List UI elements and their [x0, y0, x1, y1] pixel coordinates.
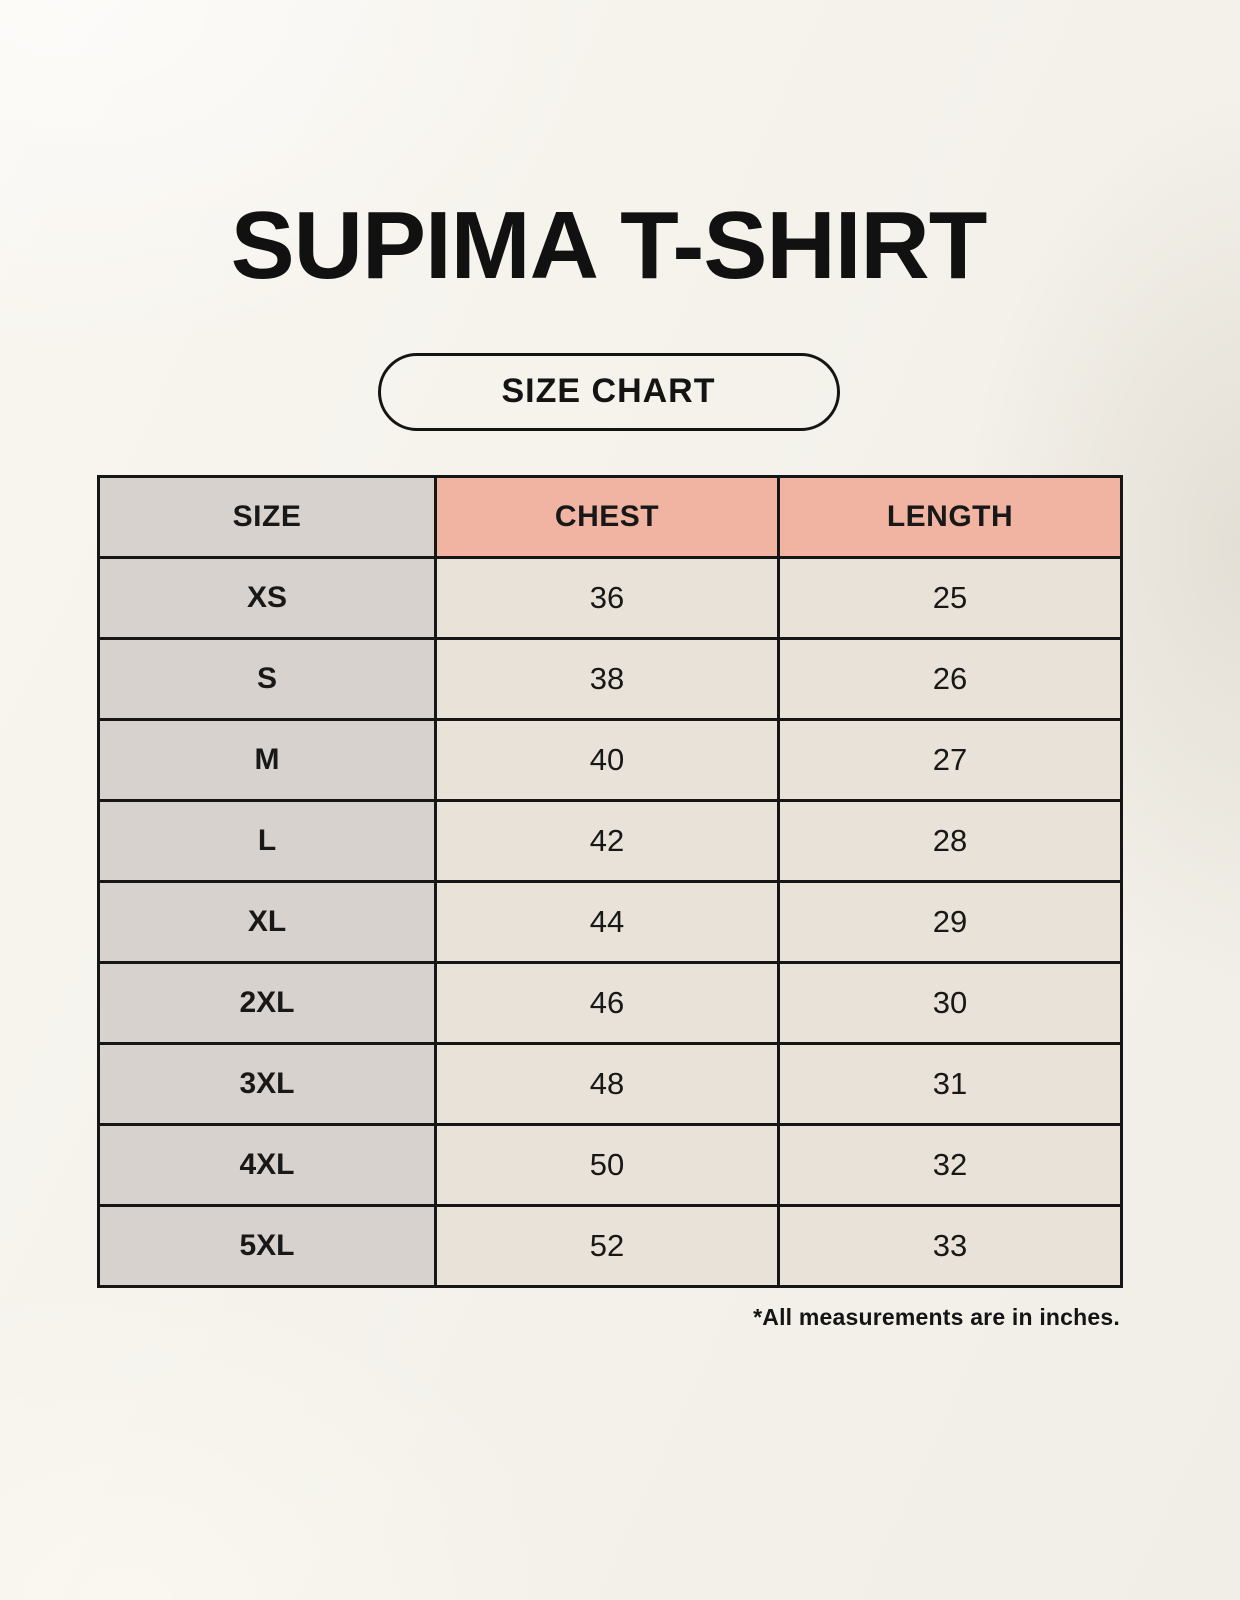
table-body [99, 557, 1122, 1286]
table-row [99, 638, 1122, 719]
size-chart-badge [378, 353, 840, 431]
page-title: SUPIMA T-SHIRT [230, 192, 987, 299]
size-label: L [99, 800, 436, 881]
length-value: 30 [779, 962, 1122, 1043]
table-row [99, 800, 1122, 881]
length-value: 25 [779, 557, 1122, 638]
length-value: 26 [779, 638, 1122, 719]
size-chart-badge-label: SIZE CHART [501, 372, 716, 411]
measurements-footnote: *All measurements are in inches. [753, 1303, 1120, 1330]
size-label: 2XL [99, 962, 436, 1043]
table-row [99, 557, 1122, 638]
size-label: 3XL [99, 1043, 436, 1124]
size-label: 4XL [99, 1124, 436, 1205]
length-value: 31 [779, 1043, 1122, 1124]
table-header-row [99, 476, 1122, 557]
chest-value: 46 [436, 962, 779, 1043]
size-chart-table [97, 475, 1123, 1288]
size-chart-page [97, 0, 1120, 1331]
chest-value: 48 [436, 1043, 779, 1124]
length-value: 29 [779, 881, 1122, 962]
chest-value: 40 [436, 719, 779, 800]
column-header-size: SIZE [99, 476, 436, 557]
length-value: 28 [779, 800, 1122, 881]
table-row [99, 719, 1122, 800]
size-label: 5XL [99, 1205, 436, 1286]
chest-value: 38 [436, 638, 779, 719]
size-label: S [99, 638, 436, 719]
column-header-chest: CHEST [436, 476, 779, 557]
size-label: XS [99, 557, 436, 638]
length-value: 33 [779, 1205, 1122, 1286]
table-row [99, 962, 1122, 1043]
table-row [99, 1124, 1122, 1205]
chest-value: 50 [436, 1124, 779, 1205]
table-row [99, 1043, 1122, 1124]
size-label: M [99, 719, 436, 800]
chest-value: 52 [436, 1205, 779, 1286]
size-label: XL [99, 881, 436, 962]
chest-value: 42 [436, 800, 779, 881]
column-header-length: LENGTH [779, 476, 1122, 557]
table-row [99, 881, 1122, 962]
table-row [99, 1205, 1122, 1286]
chest-value: 36 [436, 557, 779, 638]
length-value: 27 [779, 719, 1122, 800]
length-value: 32 [779, 1124, 1122, 1205]
chest-value: 44 [436, 881, 779, 962]
